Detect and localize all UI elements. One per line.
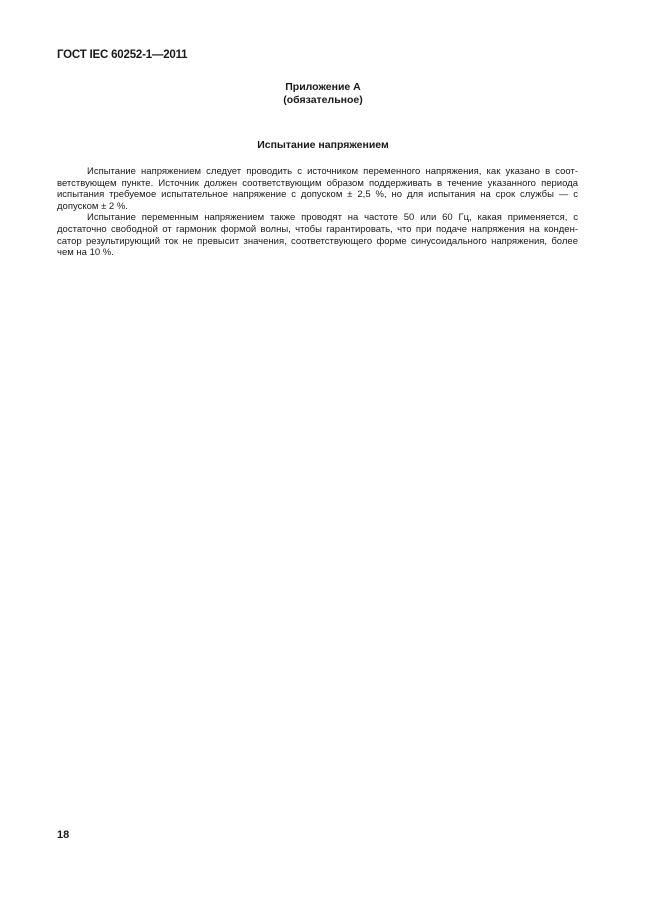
appendix-status: (обязательное) xyxy=(283,94,363,106)
paragraph xyxy=(57,166,578,212)
section-title: Испытание напряжением xyxy=(257,139,389,151)
paragraph-line: ветствующем пункте. Источник должен соответствующим образом поддерживать в течение указанного периода xyxy=(57,177,578,189)
page-number: 18 xyxy=(57,829,70,841)
paragraph-line: сатор результирующий ток не превысит значения, соответствующего форме синусоидального напряжения, более xyxy=(57,235,578,247)
paragraph-line: Испытание напряжением следует проводить с источником переменного напряжения, как указано в соот- xyxy=(87,166,578,177)
paragraph xyxy=(57,212,578,258)
paragraph-line: Испытание переменным напряжением также проводят на частоте 50 или 60 Гц, какая применяется, с xyxy=(87,212,578,224)
paragraph-line: достаточно свободной от гармоник формой волны, чтобы гарантировать, что при подаче напряжения на конден- xyxy=(57,223,578,235)
paragraph-line: допуском ± 2 %. xyxy=(57,200,128,212)
body-text xyxy=(57,166,578,259)
document-code-header: ГОСТ IEC 60252-1—2011 xyxy=(57,49,188,61)
appendix-title: Приложение А xyxy=(285,81,361,93)
appendix-heading xyxy=(0,81,646,107)
paragraph-line: испытания требуемое испытательное напряжение с допуском ± 2,5 %, но для испытания на срок службы — с xyxy=(57,189,578,201)
paragraph-line: чем на 10 %. xyxy=(57,247,114,259)
